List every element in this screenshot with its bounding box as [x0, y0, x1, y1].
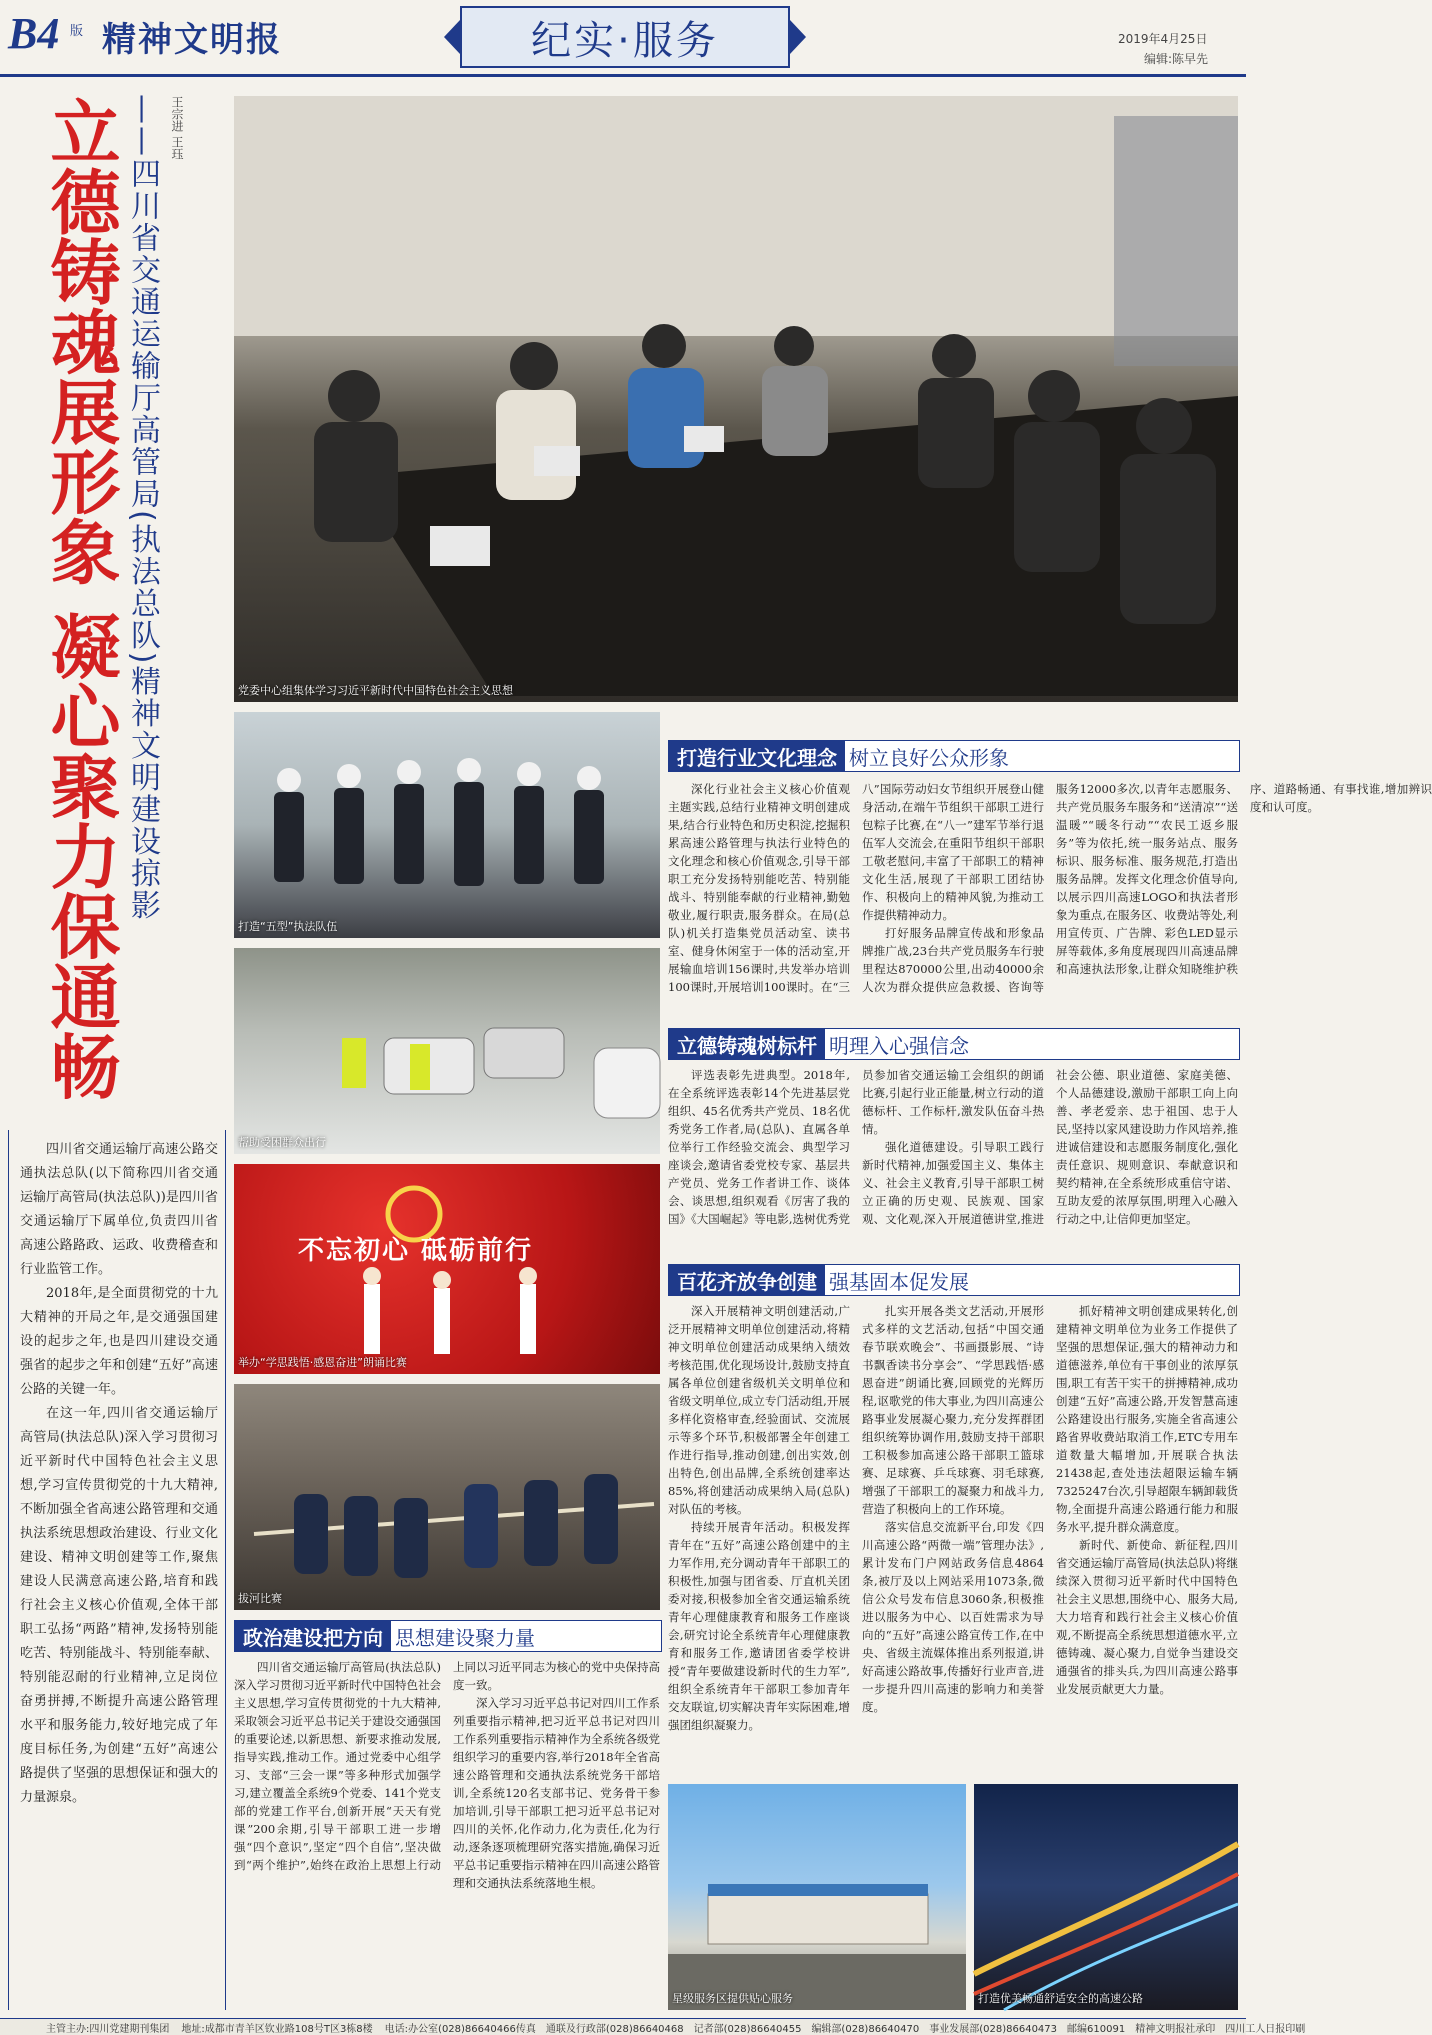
page-number: B4: [8, 9, 60, 58]
footer-item: 精神文明报社承印: [1135, 2023, 1216, 2035]
photo-service-area: [668, 1784, 966, 2010]
footer-item: 电话:办公室(028)86640466传真: [384, 2023, 536, 2035]
photo-snow-caption: 帮助受困群众出行: [238, 1136, 326, 1149]
footer-item: 记者部(028)86640455: [693, 2023, 802, 2035]
photo-tug-of-war: [234, 1384, 660, 1610]
section-2-tag: 立德铸魂树标杆: [669, 1029, 825, 1059]
photo-recital-caption: 举办“学思践悟·感恩奋进”朗诵比赛: [238, 1356, 407, 1369]
section-2-para: 强化道德建设。引导职工践行新时代精神,加强爱国主义、集体主义、社会主义教育,引导干部职工树立正确的历史观、民族观、国家观、文化观,深入开展道德讲堂,推进社会公德、职业道德、家庭美德、个人品德建设,激励干部职工向上向善、孝老爱亲、忠于祖国、忠于人民,坚持以家风建设助力作风培养,推进诚信建设和志愿服务制度化,强化责任意识、规则意识、奉献意识和契约精神,在全系统形成重信守诺、互助友爱的浓厚氛围,明理入心融入行动之中,让信仰更加坚定。: [862, 1068, 1238, 1226]
main-photo-caption: 党委中心组集体学习习近平新时代中国特色社会主义思想: [238, 684, 513, 697]
section-2-header: [668, 1028, 1240, 1060]
footer-item: 邮编610091: [1067, 2023, 1126, 2035]
section-3-para: 抓好精神文明创建成果转化,创建精神文明单位为业务工作提供了坚强的思想保证,强大的精神动力和道德滋养,单位有干事创业的浓厚氛围,职工有苦干实干的拼搏精神,成功创建“五好”高速公路,开发智慧高速公路建设出行服务,实施全省高速公路省界收费站取消工作,ETC专用车道数量大幅增加,开展联合执法21438起,查处违法超限运输车辆7325247台次,引导超限车辆卸载货物,全面提升高速公路通行能力和服务水平,提升群众满意度。: [1056, 1304, 1238, 1534]
photo-highway-night: [974, 1784, 1238, 2010]
section-3-para: 深入开展精神文明创建活动,广泛开展精神文明单位创建活动,将精神文明单位创建活动成果纳入绩效考核范围,优化现场设计,鼓励支持直属各单位创建省级机关文明单位和省级文明单位,成立专门活动组,开展多样化资格审查,经验面试、交流展示等多个环节,积极部署全年创建工作进行指导,推动创建,创出实效,创出特色,创出品牌,全系统创建率达85%,将创建活动成果纳入局(总队)对队伍的考核。: [668, 1304, 850, 1516]
issue-date: 2019年4月25日: [1118, 32, 1208, 46]
section-3-para: 持续开展青年活动。积极发挥青年在“五好”高速公路创建中的主力军作用,充分调动青年干部职工的积极性,加强与团省委、厅直机关团委对接,积极参加全省交通运输系统青年心理健康教育和服务工作座谈会,研究讨论全系统青年心理健康教育和服务工作,邀请团省委学校讲授“青年要做建设新时代的生力军”,组织全系统青年干部职工参加青年交友联谊,切实解决青年实际困难,增强团组织凝聚力。: [668, 1520, 850, 1732]
footer-item: 编辑部(028)86640470: [811, 2023, 920, 2035]
recital-illustration: [234, 1164, 660, 1374]
masthead: [0, 0, 1246, 74]
section-4-header: [234, 1620, 662, 1652]
section-3-title: 强基固本促发展: [829, 1269, 969, 1294]
header-rule: [0, 74, 1246, 77]
main-photo: [234, 96, 1238, 702]
section-3-tag: 百花齐放争创建: [669, 1265, 825, 1295]
photo-marching-caption: 打造“五型”执法队伍: [238, 920, 338, 933]
intro-para: 四川省交通运输厅高速公路交通执法总队(以下简称四川省交通运输厅高管局(执法总队))是四川省交通运输厅下属单位,负责四川省高速公路路政、运政、收费稽查和行业监管工作。: [20, 1142, 218, 1277]
page-suffix: 版: [70, 24, 84, 39]
section-1-text: [668, 780, 1432, 998]
page-footer: [0, 2018, 1306, 2035]
photo-marching-team: [234, 712, 660, 938]
editor-credit: 编辑:陈早先: [1144, 52, 1209, 66]
section-1-title: 树立良好公众形象: [849, 745, 1009, 770]
section-1-header: [668, 740, 1240, 772]
section-3-para: 落实信息交流新平台,印发《四川高速公路“两微一端”管理办法》,累计发布门户网站政务信息4864条,被厅及以上网站采用1073条,微信公众号发布信息3060条,积极推进以服务为中心、以百姓需求为导向的“五好”高速公路宣传工作,在中央、省级主流媒体推出系列报道,讲好高速公路故事,传播好行业声音,进一步提升四川高速的影响力和美誉度。: [862, 1520, 1044, 1714]
tug-of-war-illustration: [234, 1384, 660, 1610]
section-4-para: 四川省交通运输厅高管局(执法总队)深入学习贯彻习近平新时代中国特色社会主义思想,学习宣传贯彻党的十九大精神,采取领会习近平总书记关于建设交通强国的重要论述,以新思想、新要求推动发展,指导实践,推动工作。通过党委中心组学习、支部“三会一课”等多种形式加强学习,建立覆盖全系统9个党委、141个党支部的党建工作平台,创新开展“天天有党课”200余期,引导干部职工进一步增强“四个意识”,坚定“四个自信”,坚决做到“两个维护”,始终在政治上思想上行动上同以习近平同志为核心的党中央保持高度一致。: [234, 1660, 660, 1872]
section-2-para: 评选表彰先进典型。2018年,在全系统评选表彰14个先进基层党组织、45名优秀共产党员、18名优秀党务工作者,局(总队)、直属各单位举行工作经验交流会、典型学习座谈会,邀请省委党校专家、基层共产党员、党务工作者讲工作、谈体会、谈思想,组织观看《厉害了我的国》《大国崛起》等电影,选树优秀党员参加省交通运输工会组织的朗诵比赛,引起行业正能量,树立行动的道德标杆、工作标杆,激发队伍奋斗热情。: [668, 1068, 1044, 1226]
section-2-title: 明理入心强信念: [829, 1033, 969, 1058]
section-4-text: [234, 1658, 660, 2012]
section-3-para: 新时代、新使命、新征程,四川省交通运输厅高管局(执法总队)将继续深入贯彻习近平新时代中国特色社会主义思想,围绕中心、服务大局,大力培育和践行社会主义核心价值观,不断提高全系统思想道德水平,立德铸魂、凝心聚力,自觉争当建设交通强省的排头兵,为四川高速公路事业发展贡献更大力量。: [1056, 1538, 1238, 1696]
service-area-illustration: [668, 1784, 966, 2010]
marching-illustration: [234, 712, 660, 938]
section-1-tag: 打造行业文化理念: [669, 741, 845, 771]
section-3-text: [668, 1302, 1238, 1770]
footer-item: 事业发展部(028)86640473: [929, 2023, 1058, 2035]
section-1-para: 打好服务品牌宣传战和形象品牌推广战,23台共产党员服务车行驶里程达870000公里,出动40000余人次为群众提供应急救援、咨询等服务12000多次,以青年志愿服务、共产党员服务车服务和“送清凉”“送温暖”“暖冬行动”“农民工返乡服务”等为依托,统一服务站点、服务标识、服务标准、服务规范,打造出服务品牌。发挥文化理念价值导向,以展示四川高速LOGO和执法者形象为重点,在服务区、收费站等处,利用宣传页、广告牌、彩色LED显示屏等载体,多角度展现四川高速品牌和高速执法形象,让群众知晓维护秩序、道路畅通、有事找谁,增加辨识度和认可度。: [862, 782, 1432, 994]
footer-item: 主管主办:四川党建期刊集团: [46, 2023, 170, 2035]
section-4-tag: 政治建设把方向: [235, 1621, 391, 1651]
snow-illustration: [234, 948, 660, 1154]
intro-para: 2018年,是全面贯彻党的十九大精神的开局之年,是交通强国建设的起步之年,也是四川建设交通强省的起步之年和创建“五好”高速公路的关键一年。: [20, 1286, 218, 1397]
section-3-para: 扎实开展各类文艺活动,开展形式多样的文艺活动,包括“中国交通春节联欢晚会”、书画摄影展、“诗书飘香读书分享会”、“学思践悟·感恩奋进”朗诵比赛,回顾党的光辉历程,讴歌党的伟大事业,为四川高速公路事业发展凝心聚力,充分发挥群团组织统筹协调作用,鼓励支持干部职工积极参加高速公路干部职工篮球赛、足球赛、乒乓球赛、羽毛球赛,增强了干部职工的凝聚力和战斗力,营造了积极向上的工作环境。: [862, 1304, 1044, 1516]
byline: 王宗进 王珏: [170, 96, 184, 160]
meeting-room-illustration: [234, 96, 1238, 702]
photo-snow-rescue: [234, 948, 660, 1154]
footer-item: 四川工人日报印刷: [1225, 2023, 1306, 2035]
photo-recital: [234, 1164, 660, 1374]
section-1-para: 深化行业社会主义核心价值观主题实践,总结行业精神文明创建成果,结合行业特色和历史积淀,挖掘积累高速公路管理与执法行业特色的文化理念和核心价值观念,引导干部职工充分发扬特别能吃苦、特别能战斗、特别能奉献的行业精神,勤勉敬业,履行职责,服务群众。在局(总队)机关打造集党员活动室、读书室、健身休闲室于一体的活动室,开展输血培训156课时,共发举办培训100课时,开展培训100课时。在“三八”国际劳动妇女节组织开展登山健身活动,在端午节组织干部职工进行包粽子比赛,在“八一”建军节举行退伍军人交流会,在重阳节组织干部职工敬老慰问,丰富了干部职工的精神文化生活,展现了干部职工团结协作、积极向上的精神风貌,为推动工作提供精神动力。: [668, 782, 1044, 994]
section-name: 纪实·服务: [531, 17, 719, 64]
section-4-para: 深入学习习近平总书记对四川工作系列重要指示精神,把习近平总书记对四川工作系列重要指示精神作为全系统各级党组织学习的重要内容,举行2018年全省高速公路管理和交通执法系统党务干部培训,全系统120名支部书记、党务骨干参加培训,引导干部职工把习近平总书记对四川的关怀,化作动力,化为责任,化为行动,逐条逐项梳理研究落实措施,确保习近平总书记重要指示精神在四川高速公路管理和交通执法系统落地生根。: [453, 1696, 660, 1890]
photo-highway-caption: 打造优美畅通舒适安全的高速公路: [978, 1992, 1143, 2005]
footer-item: 地址:成都市青羊区钦业路108号T区3栋8楼: [181, 2023, 373, 2035]
sub-headline: ——四川省交通运输厅高管局(执法总队)精神文明建设掠影: [125, 94, 160, 922]
main-headline: 立德铸魂展形象 凝心聚力保通畅: [39, 96, 121, 1101]
intro-para: 在这一年,四川省交通运输厅高管局(执法总队)深入学习贯彻习近平新时代中国特色社会主义思想,学习宣传贯彻党的十九大精神,不断加强全省高速公路管理和交通执法系统思想政治建设、行业文化建设、精神文明创建等工作,聚焦建设人民满意高速公路,培育和践行社会主义核心价值观,全体干部职工弘扬“两路”精神,发扬特别能吃苦、特别能战斗、特别能奉献、特别能忍耐的行业精神,立足岗位奋勇拼搏,不断提升高速公路管理水平和服务能力,较好地完成了年度目标任务,为创建“五好”高速公路提供了坚强的思想保证和强大的力量源泉。: [20, 1406, 218, 1805]
section-banner: [460, 6, 790, 68]
highway-night-illustration: [974, 1784, 1238, 2010]
section-2-text: [668, 1066, 1238, 1234]
section-3-header: [668, 1264, 1240, 1296]
footer-item: 通联及行政部(028)86640468: [545, 2023, 684, 2035]
section-4-title: 思想建设聚力量: [395, 1625, 535, 1650]
intro-column-text: [20, 1138, 218, 1810]
recital-banner-text: 不忘初心 砥砺前行: [298, 1236, 534, 1266]
photo-tug-caption: 拔河比赛: [238, 1592, 282, 1605]
photo-service-area-caption: 星级服务区提供贴心服务: [672, 1992, 793, 2005]
newspaper-name: 精神文明报: [102, 20, 282, 60]
